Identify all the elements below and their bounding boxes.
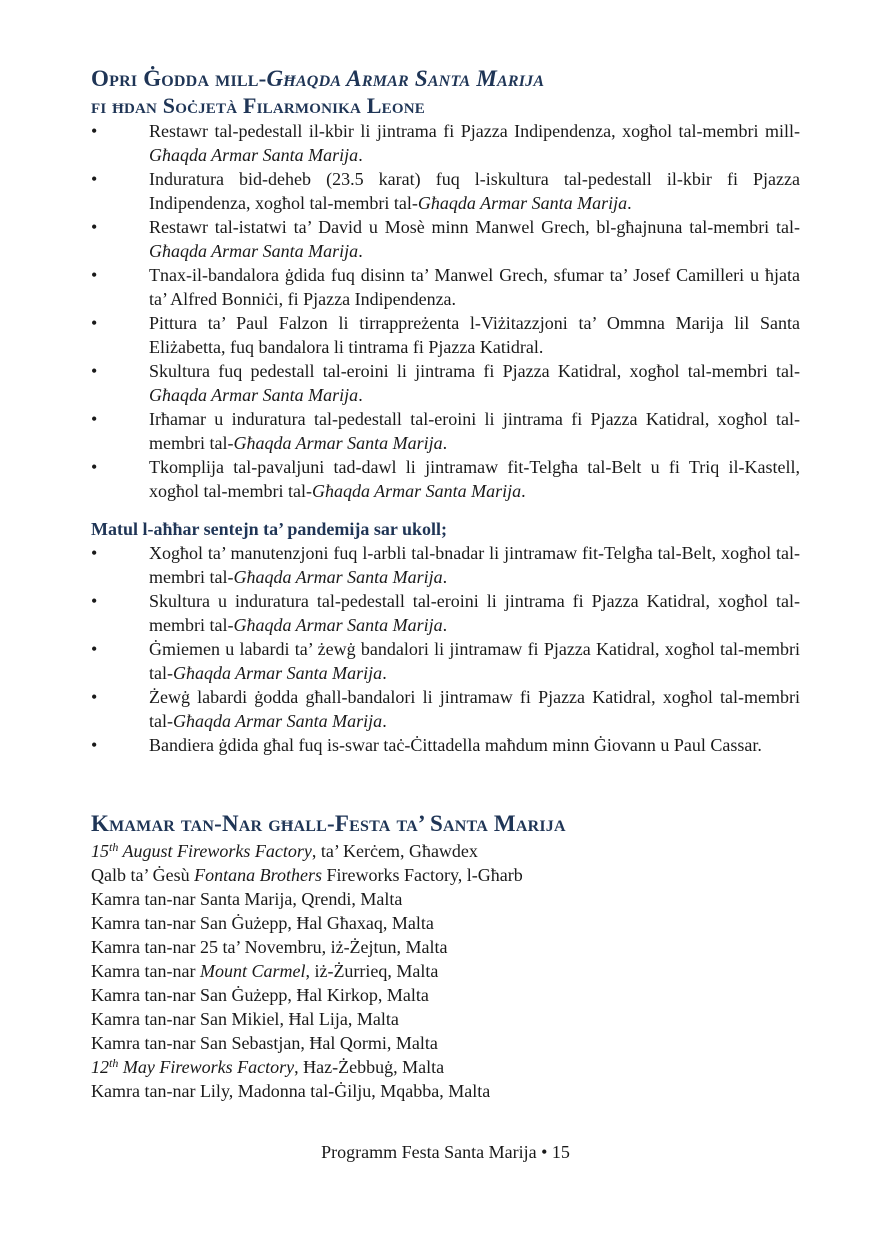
- list-item: • Żewġ labardi ġodda għall-bandalori li jintramaw fi Pjazza Katidral, xogħol tal-membri tal-Għaqda Armar Santa Marija.: [91, 687, 800, 731]
- subheading-pandemic: Matul l-aħħar sentejn ta’ pandemija sar ukoll;: [91, 519, 448, 539]
- list-item: Kamra tan-nar Mount Carmel, iż-Żurrieq, Malta: [91, 961, 439, 981]
- page-footer: [0, 1140, 877, 1164]
- list-item: Kamra tan-nar Santa Marija, Qrendi, Malta: [91, 889, 403, 909]
- bullet: •: [91, 687, 98, 707]
- list-item: • Xogħol ta’ manutenzjoni fuq l-arbli tal-bnadar li jintramaw fit-Telgħa tal-Belt, xogħol tal-membri tal-Għaqda Armar Santa Marija.: [91, 543, 800, 587]
- page-content: [91, 64, 800, 1103]
- list-item: 15th August Fireworks Factory, ta’ Kerċem, Għawdex: [91, 840, 478, 861]
- page-number: 15: [551, 1142, 570, 1162]
- bullet: •: [91, 457, 98, 477]
- footer-separator: •: [541, 1142, 548, 1162]
- list-item: • Induratura bid-deheb (23.5 karat) fuq l-iskultura tal-pedestall il-kbir fi Pjazza Indipendenza, xogħol tal-membri tal-Għaqda Armar Santa Marija.: [91, 169, 800, 213]
- bullet: •: [91, 543, 98, 563]
- footer-title: Programm Festa Santa Marija: [321, 1142, 537, 1162]
- bullet: •: [91, 735, 98, 755]
- list-item: • Tnax-il-bandalora ġdida fuq disinn ta’ Manwel Grech, sfumar ta’ Josef Camilleri u ħjata ta’ Alfred Bonniċi, fi Pjazza Indipendenza.: [91, 265, 800, 309]
- bullet: •: [91, 169, 98, 189]
- list-item: Kamra tan-nar 25 ta’ Novembru, iż-Żejtun, Malta: [91, 937, 448, 957]
- list-item: • Tkomplija tal-pavaljuni tad-dawl li jintramaw fit-Telgħa tal-Belt u fi Triq il-Kastell, xogħol tal-membri tal-Għaqda Armar Santa Marija.: [91, 457, 800, 501]
- list-item: • Pittura ta’ Paul Falzon li tirrappreżenta l-Viżitazzjoni ta’ Ommna Marija lil Santa Eliżabetta, fuq bandalora li tintrama fi Pjazza Katidral.: [91, 313, 800, 357]
- list-item: 12th May Fireworks Factory, Ħaz-Żebbuġ, Malta: [91, 1056, 445, 1077]
- bullet: •: [91, 639, 98, 659]
- pandemic-works-list: [91, 541, 800, 757]
- list-item: Qalb ta’ Ġesù Fontana Brothers Fireworks Factory, l-Għarb: [91, 865, 523, 885]
- list-item: • Restawr tal-pedestall il-kbir li jintrama fi Pjazza Indipendenza, xogħol tal-membri mill-Għaqda Armar Santa Marija.: [91, 121, 800, 165]
- list-item: • Restawr tal-istatwi ta’ David u Mosè minn Manwel Grech, bl-għajnuna tal-membri tal-Għaqda Armar Santa Marija.: [91, 217, 800, 261]
- bullet: •: [91, 361, 98, 381]
- list-item: Kamra tan-nar San Sebastjan, Ħal Qormi, Malta: [91, 1033, 438, 1053]
- section-heading-line2: fi ħdan Soċjetà Filarmonika Leone: [91, 93, 425, 118]
- bullet: •: [91, 217, 98, 237]
- bullet: •: [91, 313, 98, 333]
- section-heading-line1: Opri Ġodda mill-Għaqda Armar Santa Marija: [91, 66, 545, 91]
- list-item: Kamra tan-nar San Ġużepp, Ħal Għaxaq, Malta: [91, 913, 434, 933]
- list-item: • Irħamar u induratura tal-pedestall tal-eroini li jintrama fi Pjazza Katidral, xogħol tal-membri tal-Għaqda Armar Santa Marija.: [91, 409, 800, 453]
- bullet: •: [91, 265, 98, 285]
- bullet: •: [91, 121, 98, 141]
- list-item: • Ġmiemen u labardi ta’ żewġ bandalori li jintramaw fi Pjazza Katidral, xogħol tal-membri tal-Għaqda Armar Santa Marija.: [91, 639, 800, 683]
- section-fireworks-factories: [91, 809, 800, 1103]
- bullet: •: [91, 409, 98, 429]
- section-armar: [91, 64, 800, 757]
- list-item: Kamra tan-nar San Mikiel, Ħal Lija, Malta: [91, 1009, 399, 1029]
- section-heading: Kmamar tan-Nar għall-Festa ta’ Santa Marija: [91, 811, 566, 836]
- list-item: Kamra tan-nar Lily, Madonna tal-Ġilju, Mqabba, Malta: [91, 1081, 491, 1101]
- list-item: • Bandiera ġdida għal fuq is-swar taċ-Ċittadella maħdum minn Ġiovann u Paul Cassar.: [91, 735, 762, 755]
- list-item: Kamra tan-nar San Ġużepp, Ħal Kirkop, Malta: [91, 985, 429, 1005]
- works-list: [91, 119, 800, 503]
- bullet: •: [91, 591, 98, 611]
- list-item: • Skultura fuq pedestall tal-eroini li jintrama fi Pjazza Katidral, xogħol tal-membri tal-Għaqda Armar Santa Marija.: [91, 361, 800, 405]
- factories-list: [91, 839, 800, 1103]
- list-item: • Skultura u induratura tal-pedestall tal-eroini li jintrama fi Pjazza Katidral, xogħol tal-membri tal-Għaqda Armar Santa Marija.: [91, 591, 800, 635]
